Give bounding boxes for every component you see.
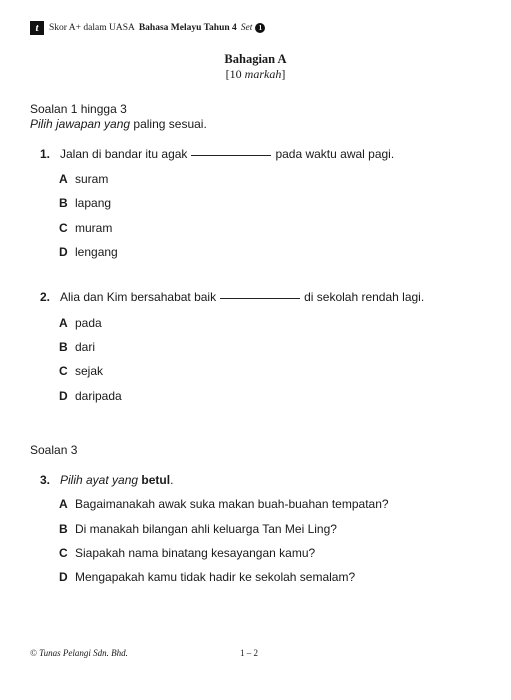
option-1b[interactable]: B lapang bbox=[59, 196, 112, 210]
question-prompt-italic: Pilih ayat yang bbox=[60, 473, 139, 487]
option-3c[interactable]: C Siapakah nama binatang kesayangan kamu? bbox=[59, 546, 316, 560]
publisher-logo: t bbox=[30, 21, 44, 35]
answer-blank bbox=[191, 154, 271, 156]
footer-page-number: 1 – 2 bbox=[240, 648, 258, 658]
header-prefix: Skor A+ dalam UASA bbox=[49, 23, 135, 33]
question-1 bbox=[40, 147, 394, 161]
question-3: 3. Pilih ayat yang betul . bbox=[40, 473, 174, 487]
question-prompt-bold: betul bbox=[141, 473, 171, 487]
option-3a[interactable]: A Bagaimanakah awak suka makan buah-buahan tempatan? bbox=[59, 497, 389, 511]
option-1a[interactable]: A suram bbox=[59, 172, 109, 186]
question-text-before: Alia dan Kim bersahabat baik bbox=[60, 290, 217, 304]
part1-instruction: Pilih jawapan yang paling sesuai. bbox=[30, 117, 207, 131]
option-2b[interactable]: B dari bbox=[59, 340, 96, 354]
part2-label: Soalan 3 bbox=[30, 443, 78, 457]
option-2d[interactable]: D daripada bbox=[59, 389, 122, 403]
option-2a[interactable]: A pada bbox=[59, 316, 102, 330]
question-text-after: di sekolah rendah lagi. bbox=[304, 290, 425, 304]
answer-blank bbox=[220, 297, 300, 299]
option-1c[interactable]: C muram bbox=[59, 221, 113, 235]
section-title: Bahagian A bbox=[224, 52, 287, 66]
question-number: 3. bbox=[40, 473, 51, 487]
header-set-number: 1 bbox=[255, 23, 265, 33]
part1-label: Soalan 1 hingga 3 bbox=[30, 102, 127, 116]
footer-copyright: © Tunas Pelangi Sdn. Bhd. bbox=[30, 648, 128, 658]
option-3d[interactable]: D Mengapakah kamu tidak hadir ke sekolah semalam? bbox=[59, 570, 356, 584]
header-book-title: Bahasa Melayu Tahun 4 bbox=[138, 23, 237, 33]
page-header bbox=[30, 21, 265, 35]
question-2 bbox=[40, 290, 424, 304]
option-1d[interactable]: D lengang bbox=[59, 245, 118, 259]
option-3b[interactable]: B Di manakah bilangan ahli keluarga Tan Mei Ling? bbox=[59, 522, 337, 536]
section-marks: [10 markah] bbox=[225, 67, 286, 81]
question-text-before: Jalan di bandar itu agak bbox=[60, 147, 188, 161]
question-text-after: pada waktu awal pagi. bbox=[275, 147, 395, 161]
question-number: 2. bbox=[40, 290, 51, 304]
header-set-word: Set bbox=[240, 23, 253, 33]
question-number: 1. bbox=[40, 147, 51, 161]
option-2c[interactable]: C sejak bbox=[59, 364, 104, 378]
